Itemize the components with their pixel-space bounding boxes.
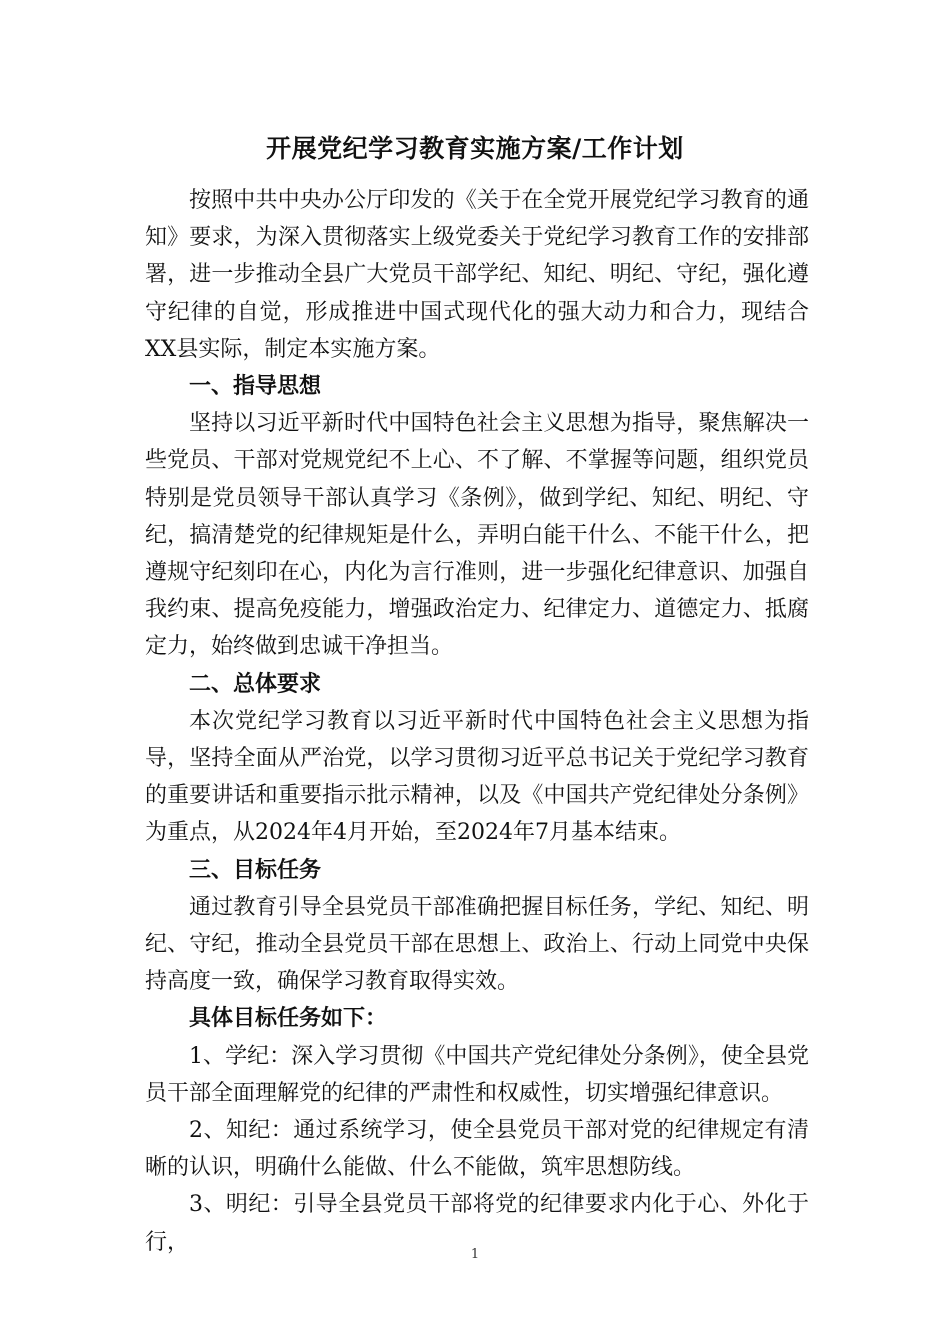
document-title: 开展党纪学习教育实施方案/工作计划 bbox=[266, 134, 684, 163]
task-item-1: 1、学纪：深入学习贯彻《中国共产党纪律处分条例》，使全县党员干部全面理解党的纪律的严肃性和权威性，切实增强纪律意识。 bbox=[145, 1043, 809, 1106]
general-requirements-paragraph: 本次党纪学习教育以习近平新时代中国特色社会主义思想为指导，坚持全面从严治党，以学习贯彻习近平总书记关于党纪学习教育的重要讲话和重要指示批示精神，以及《中国共产党纪律处分条例》为重点，从2024年4月开始，至2024年7月基本结束。 bbox=[145, 708, 809, 846]
section-heading-general-requirements: 二、总体要求 bbox=[189, 670, 322, 697]
task-item-2: 2、知纪：通过系统学习，使全县党员干部对党的纪律规定有清晰的认识，明确什么能做、什么不能做，筑牢思想防线。 bbox=[145, 1118, 809, 1181]
section-heading-guiding-ideology: 一、指导思想 bbox=[189, 373, 322, 400]
guiding-ideology-paragraph: 坚持以习近平新时代中国特色社会主义思想为指导，聚焦解决一些党员、干部对党规党纪不上心、不了解、不掌握等问题，组织党员特别是党员领导干部认真学习《条例》，做到学纪、知纪、明纪、守纪，搞清楚党的纪律规矩是什么，弄明白能干什么、不能干什么，把遵规守纪刻印在心，内化为言行准则，进一步强化纪律意识、加强自我约束、提高免疫能力，增强政治定力、纪律定力、道德定力、抵腐定力，始终做到忠诚干净担当。 bbox=[145, 411, 809, 660]
section-heading-goals-tasks: 三、目标任务 bbox=[189, 856, 322, 883]
intro-paragraph: 按照中共中央办公厅印发的《关于在全党开展党纪学习教育的通知》要求，为深入贯彻落实上级党委关于党纪学习教育工作的安排部署，进一步推动全县广大党员干部学纪、知纪、明纪、守纪，强化遵守纪律的自觉，形成推进中国式现代化的强大动力和合力，现结合XX县实际，制定本实施方案。 bbox=[145, 188, 809, 362]
goals-tasks-paragraph: 通过教育引导全县党员干部准确把握目标任务，学纪、知纪、明纪、守纪，推动全县党员干部在思想上、政治上、行动上同党中央保持高度一致，确保学习教育取得实效。 bbox=[145, 894, 809, 995]
specific-tasks-heading: 具体目标任务如下： bbox=[189, 1005, 388, 1032]
task-item-3: 3、明纪：引导全县党员干部将党的纪律要求内化于心、外化于行， bbox=[145, 1192, 809, 1255]
page-number: 1 bbox=[470, 1247, 480, 1262]
document-body bbox=[145, 182, 809, 1261]
